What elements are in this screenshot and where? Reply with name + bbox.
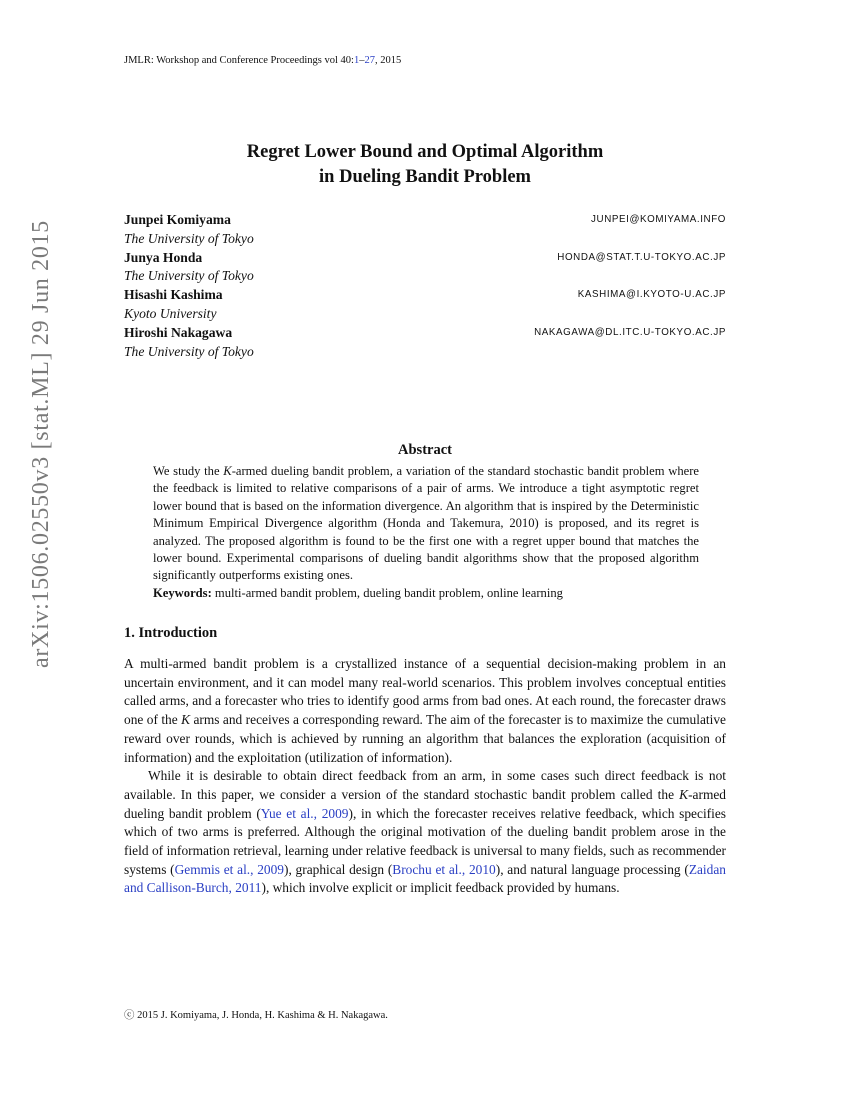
paragraph-text: arms and receives a corresponding reward. The aim of the forecaster is to maximize the cumulative reward over rounds, which is achieved by running an algorithm that balances the exploration (acquisition of information) and the exploitation (utilization of information).	[124, 712, 726, 765]
math-k: K	[679, 786, 689, 802]
keywords-list: multi-armed bandit problem, dueling bandit problem, online learning	[211, 585, 563, 600]
author-email[interactable]: KASHIMA@I.KYOTO-U.AC.JP	[577, 289, 726, 301]
paragraph-text: A multi-armed bandit problem is a crystallized instance of a sequential decision-making problem in an uncertain environment, and it can model many real-world scenarios. This problem involves conceptual entities called arms, and a forecaster who tries to identify good arms from bad ones. At each round, the forecaster draws one of the	[124, 656, 726, 728]
paragraph-text: While it is desirable to obtain direct feedback from an arm, in some cases such direct feedback is not available. In this paper, we consider a version of the standard stochastic bandit problem called the	[124, 768, 726, 802]
citation-link[interactable]: Yue et al., 2009	[260, 805, 349, 821]
paragraph-text: ), graphical design (	[284, 861, 393, 877]
paragraph	[124, 655, 726, 767]
author-4	[124, 324, 726, 343]
running-header	[124, 55, 401, 66]
keywords-label: Keywords:	[153, 585, 212, 600]
title-line-2: in Dueling Bandit Problem	[319, 167, 531, 187]
abstract-heading: Abstract	[398, 442, 452, 458]
author-name: Junya Honda	[124, 249, 203, 265]
abstract-text-part: -armed dueling bandit problem, a variation of the standard stochastic bandit problem where the feedback is limited to relative comparisons of a pair of arms. We introduce a tight asymptotic regret lower bound that is based on the information divergence. An algorithm that is inspired by the Deterministic Minimum Empirical Divergence algorithm (Honda and Takemura, 2010) is proposed, and its regret is analyzed. The proposed algorithm is found to be the first one with a regret upper bound that matches the lower bound. Experimental comparisons of dueling bandit algorithms show that the proposed algorithm significantly outperforms existing ones.	[153, 464, 700, 583]
math-k: K	[223, 464, 232, 478]
abstract-text-part: We study the	[153, 464, 224, 478]
section-heading-introduction: 1. Introduction	[124, 625, 218, 641]
keywords	[153, 585, 699, 602]
paragraph-text: ), and natural language processing (	[495, 861, 689, 877]
author-email[interactable]: NAKAGAWA@DL.ITC.U-TOKYO.AC.JP	[534, 326, 726, 338]
first-page-link[interactable]: 1	[353, 55, 360, 66]
last-page-link[interactable]: 27	[364, 55, 375, 66]
paragraph-text: ), which involve explicit or implicit feedback provided by humans.	[261, 880, 620, 896]
paragraph-text: ), in which the forecaster receives relative feedback, which specifies which of two arms is preferred. Although the original motivation of the dueling bandit problem arose in the field of information retrieval, learning under relative feedback is universal to many fields, such as recommender systems (	[124, 805, 726, 877]
citation-link[interactable]: Zaidan and Callison-Burch, 2011	[124, 861, 726, 896]
paragraph	[124, 767, 726, 898]
paragraph-text: -armed dueling bandit problem (	[124, 786, 726, 821]
author-email[interactable]: HONDA@STAT.T.U-TOKYO.AC.JP	[557, 251, 726, 263]
author-block	[124, 211, 726, 361]
math-k: K	[181, 712, 191, 728]
author-affiliation: Kyoto University	[124, 305, 217, 321]
arxiv-stamp: arXiv:1506.02550v3 [stat.ML] 29 Jun 2015	[28, 220, 54, 668]
copyright-footer: ⓒ 2015 J. Komiyama, J. Honda, H. Kashima & H. Nakagawa.	[124, 1010, 388, 1021]
abstract-text	[153, 463, 699, 585]
author-3	[124, 286, 726, 305]
author-name: Junpei Komiyama	[124, 212, 231, 227]
title-line-1: Regret Lower Bound and Optimal Algorithm	[246, 142, 604, 162]
page-dash: –	[359, 55, 365, 66]
author-affiliation: The University of Tokyo	[124, 343, 254, 359]
author-email[interactable]: JUNPEI@KOMIYAMA.INFO	[591, 214, 726, 225]
author-affiliation: The University of Tokyo	[124, 230, 254, 246]
journal-year: , 2015	[374, 55, 402, 66]
author-affiliation: The University of Tokyo	[124, 268, 254, 284]
author-name: Hiroshi Nakagawa	[124, 324, 233, 340]
citation-link[interactable]: Gemmis et al., 2009	[174, 861, 285, 877]
author-1	[124, 211, 726, 230]
introduction-body	[124, 655, 726, 898]
journal-info: JMLR: Workshop and Conference Proceedings vol 40:	[124, 55, 354, 66]
author-2	[124, 249, 726, 268]
abstract-body	[153, 463, 699, 602]
citation-link[interactable]: Brochu et al., 2010	[392, 861, 496, 877]
author-name: Hisashi Kashima	[124, 287, 223, 303]
paper-title	[0, 140, 850, 190]
